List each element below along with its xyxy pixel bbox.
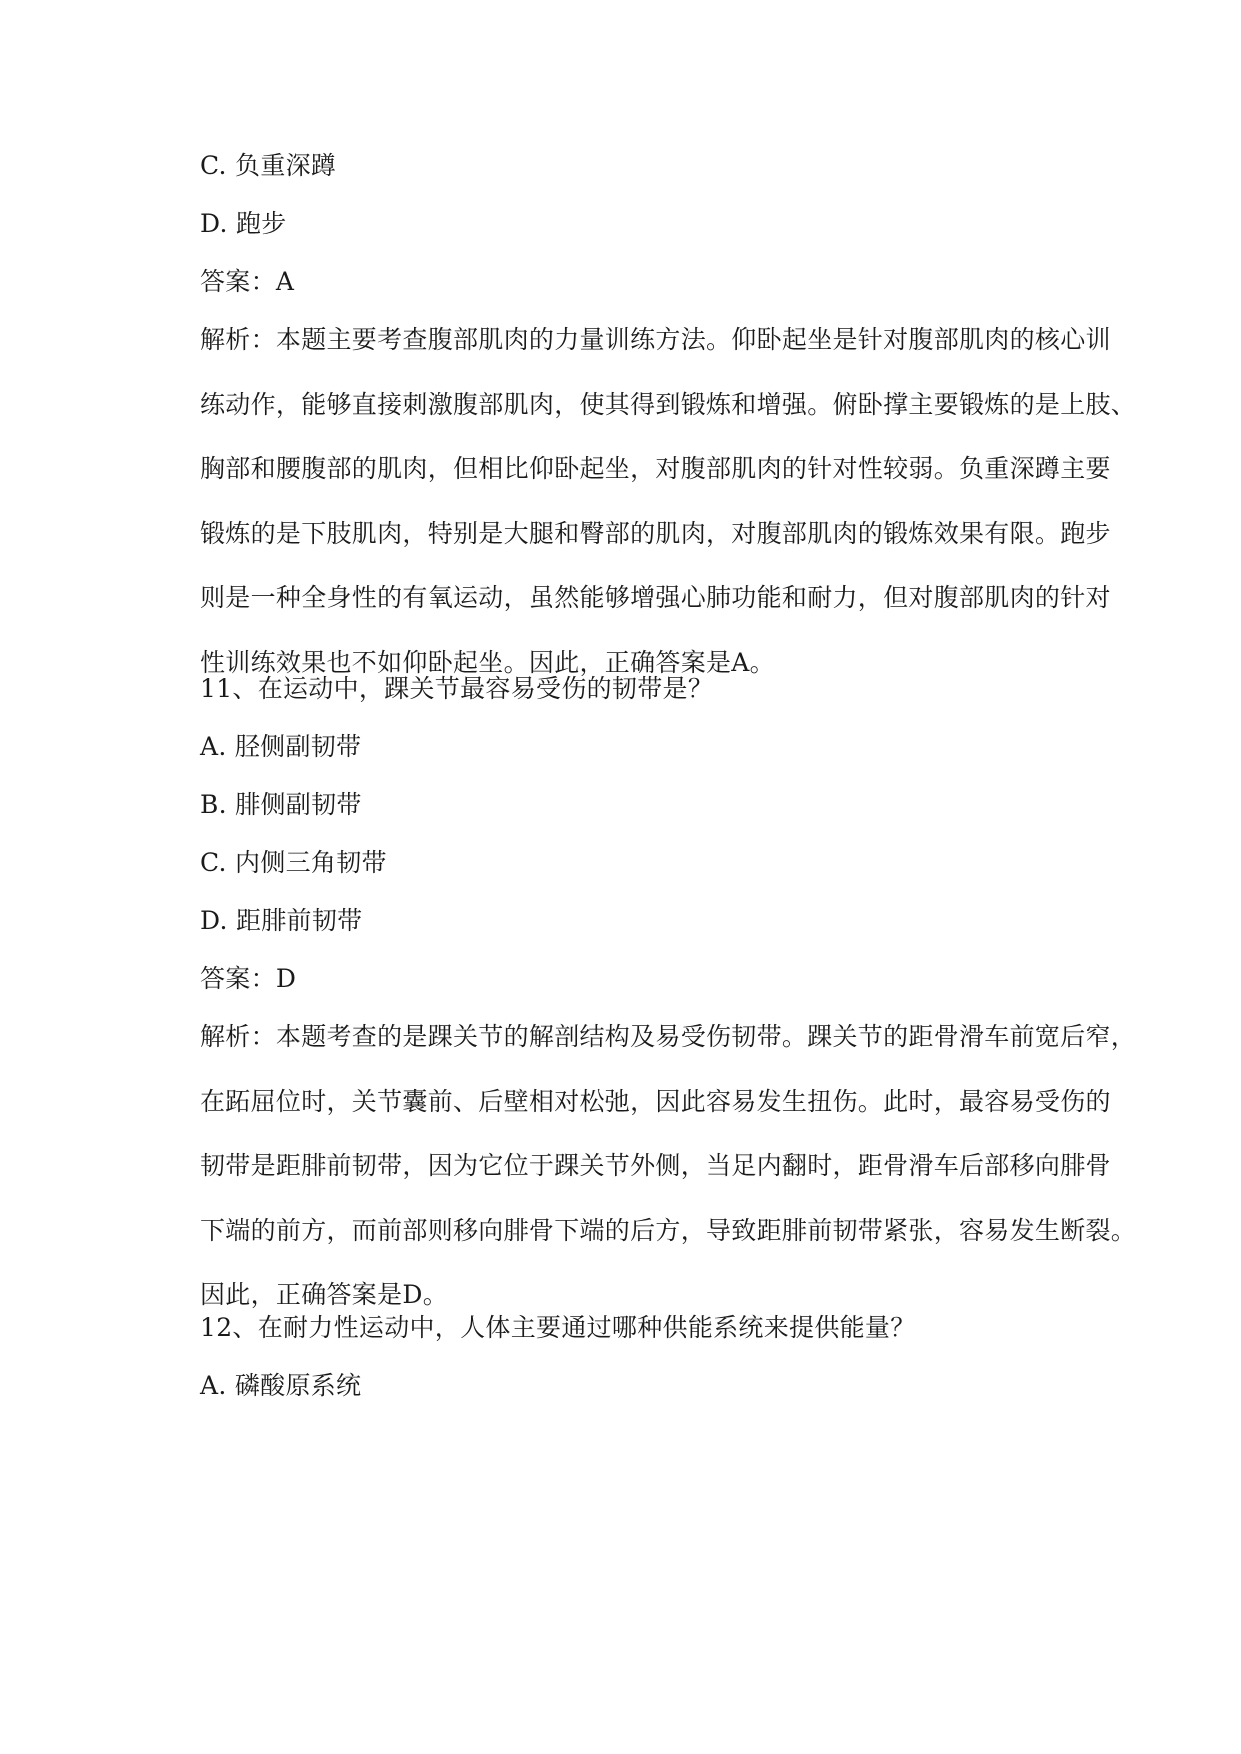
q10-option-d: D. 跑步 xyxy=(200,209,287,238)
q11-question: 11、在运动中，踝关节最容易受伤的韧带是？ xyxy=(200,674,714,703)
q11-analysis xyxy=(200,1020,1137,1343)
q12-option-a: A. 磷酸原系统 xyxy=(200,1371,362,1400)
q11-option-a: A. 胫侧副韧带 xyxy=(200,732,362,761)
q11-analysis-line: 解析：本题考查的是踝关节的解剖结构及易受伤韧带。踝关节的距骨滑车前宽后窄， xyxy=(200,1022,1137,1051)
q11-analysis-line: 韧带是距腓前韧带，因为它位于踝关节外侧，当足内翻时，距骨滑车后部移向腓骨 xyxy=(200,1151,1111,1181)
q10-analysis xyxy=(200,323,1137,711)
q11-analysis-line: 在跖屈位时，关节囊前、后壁相对松弛，因此容易发生扭伤。此时，最容易受伤的 xyxy=(200,1086,1111,1116)
q11-answer: 答案：D xyxy=(200,964,297,993)
q10-analysis-line: 性训练效果也不如仰卧起坐。因此，正确答案是A。 xyxy=(200,647,775,677)
q10-option-c: C. 负重深蹲 xyxy=(200,151,337,180)
q10-analysis-line: 锻炼的是下肢肌肉，特别是大腿和臀部的肌肉，对腹部肌肉的锻炼效果有限。跑步 xyxy=(200,518,1111,548)
q11-analysis-line: 下端的前方，而前部则移向腓骨下端的后方，导致距腓前韧带紧张，容易发生断裂。 xyxy=(200,1215,1137,1245)
q11-option-d: D. 距腓前韧带 xyxy=(200,906,363,935)
q10-analysis-line: 胸部和腰腹部的肌肉，但相比仰卧起坐，对腹部肌肉的针对性较弱。负重深蹲主要 xyxy=(200,454,1111,484)
q10-analysis-line: 解析：本题主要考查腹部肌肉的力量训练方法。仰卧起坐是针对腹部肌肉的核心训 xyxy=(200,325,1111,354)
q12-question: 12、在耐力性运动中，人体主要通过哪种供能系统来提供能量？ xyxy=(200,1313,916,1342)
q10-analysis-line: 则是一种全身性的有氧运动，虽然能够增强心肺功能和耐力，但对腹部肌肉的针对 xyxy=(200,583,1111,613)
q11-option-c: C. 内侧三角韧带 xyxy=(200,848,387,877)
q11-analysis-line: 因此，正确答案是D。 xyxy=(200,1280,449,1310)
q11-option-b: B. 腓侧副韧带 xyxy=(200,790,362,819)
q10-answer: 答案：A xyxy=(200,267,295,296)
q10-analysis-line: 练动作，能够直接刺激腹部肌肉，使其得到锻炼和增强。俯卧撑主要锻炼的是上肢、 xyxy=(200,389,1137,419)
